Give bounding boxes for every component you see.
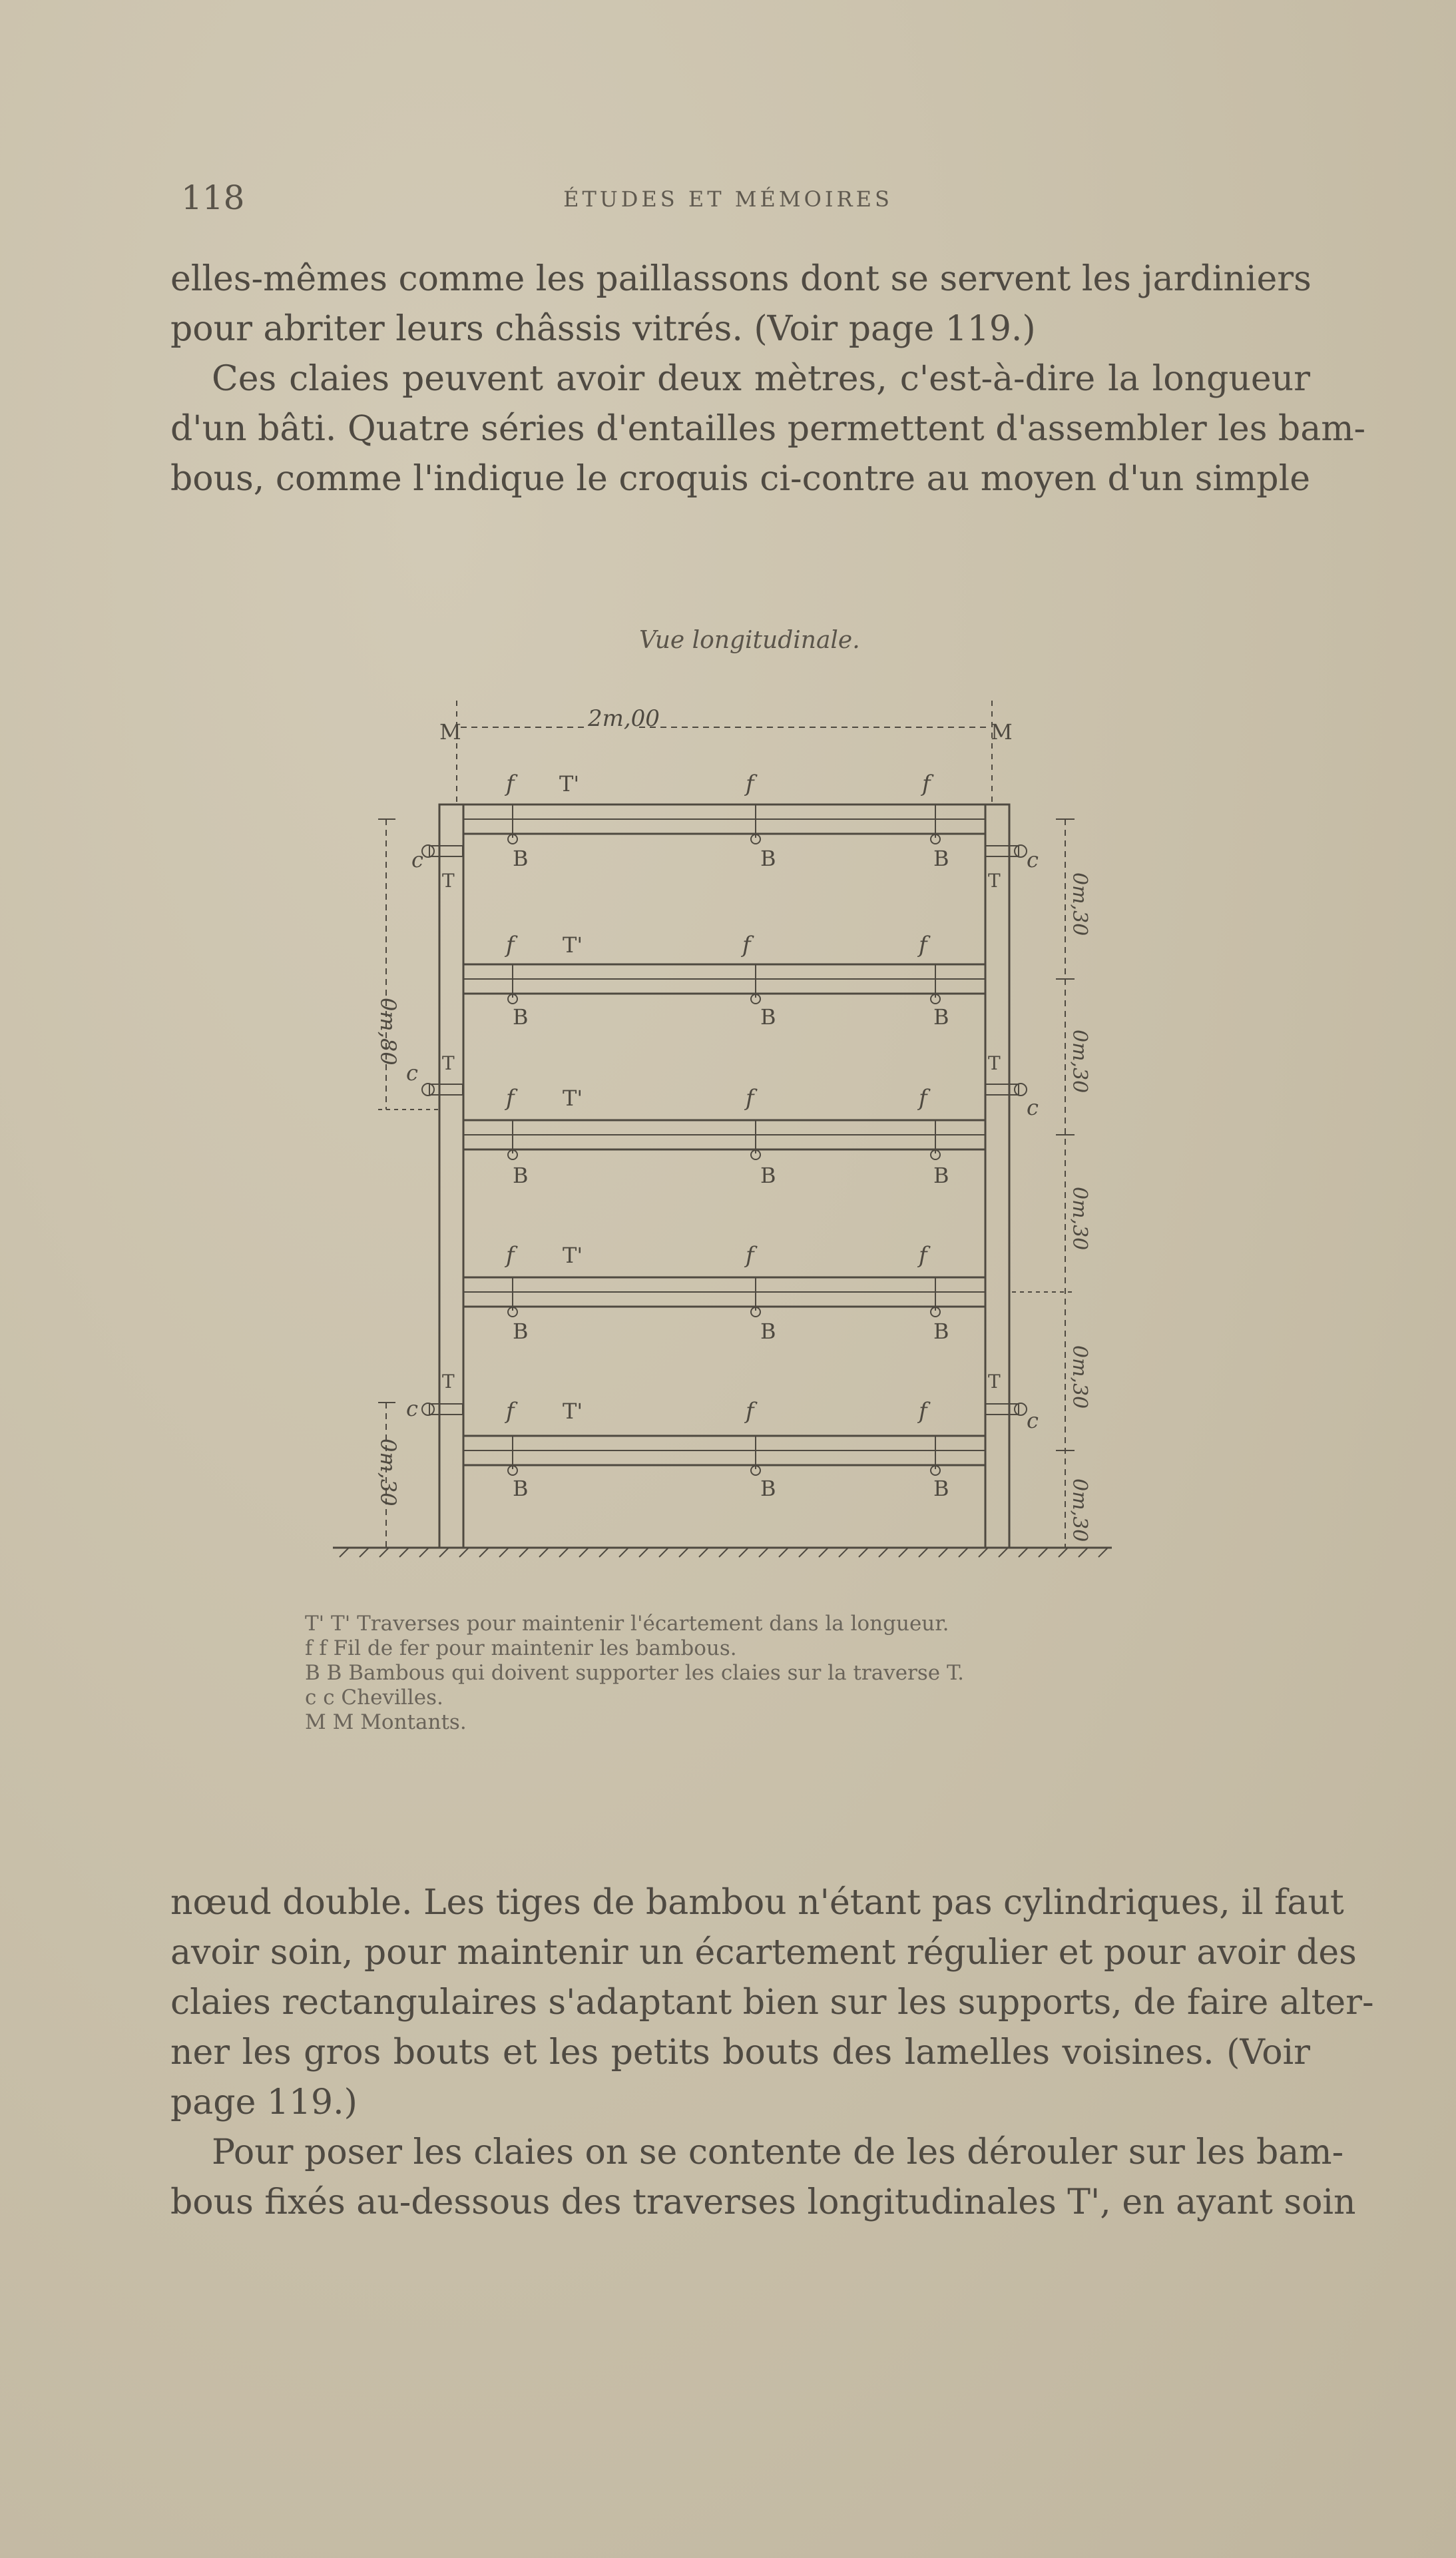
left-height-dimension: 0m,80 bbox=[375, 998, 401, 1066]
wire-label: f bbox=[506, 1085, 515, 1112]
crossbar-label: T' bbox=[563, 932, 583, 958]
running-title: ÉTUDES ET MÉMOIRES bbox=[563, 186, 893, 212]
wire-label: f bbox=[746, 1085, 754, 1112]
peg-label: c bbox=[1027, 1095, 1039, 1120]
right-dimension: 0m,30 bbox=[1068, 1345, 1091, 1409]
post-right bbox=[985, 804, 1009, 1548]
width-dimension: 2m,00 bbox=[588, 705, 660, 732]
bamboo-label: B bbox=[760, 1476, 776, 1501]
legend-item: c c Chevilles. bbox=[305, 1686, 443, 1710]
text-line: claies rectangulaires s'adaptant bien sur les supports, de faire alter- bbox=[170, 1983, 1374, 2023]
text-line: elles-mêmes comme les paillassons dont se servent les jardiniers bbox=[170, 259, 1312, 299]
m-label-right: M bbox=[991, 719, 1013, 745]
wire-label: f bbox=[919, 1398, 927, 1425]
crossbar-label: T' bbox=[563, 1243, 583, 1268]
text-line: bous fixés au-dessous des traverses longitudinales T', en ayant soin bbox=[170, 2182, 1356, 2222]
text-line: page 119.) bbox=[170, 2082, 358, 2122]
crossbar-label: T' bbox=[559, 771, 580, 797]
bamboo-label: B bbox=[513, 1476, 529, 1501]
wire-label: f bbox=[746, 1242, 754, 1269]
legend-item: B B Bambous qui doivent supporter les claies sur la traverse T. bbox=[305, 1661, 964, 1685]
right-dimension: 0m,30 bbox=[1068, 1187, 1091, 1251]
text-line: Pour poser les claies on se contente de les dérouler sur les bam- bbox=[212, 2132, 1344, 2172]
running-header bbox=[0, 178, 1456, 218]
bamboo-label: B bbox=[760, 1163, 776, 1188]
crossbar-t-label: T bbox=[988, 870, 1001, 892]
crossbar-t-label: T bbox=[442, 1371, 455, 1393]
crossbar-t-label: T bbox=[442, 870, 455, 892]
right-dimension: 0m,30 bbox=[1068, 1478, 1091, 1542]
crossbar-label: T' bbox=[563, 1399, 583, 1424]
legend-item: T' T' Traverses pour maintenir l'écartement dans la longueur. bbox=[305, 1612, 949, 1636]
bamboo-label: B bbox=[760, 1319, 776, 1344]
bamboo-label: B bbox=[933, 846, 949, 871]
wire-label: f bbox=[919, 932, 927, 958]
figure-legend bbox=[305, 1612, 964, 1735]
bamboo-label: B bbox=[933, 1476, 949, 1501]
left-base-dimension: 0m,30 bbox=[375, 1439, 401, 1506]
wire-label: f bbox=[506, 1242, 515, 1269]
legend-item: M M Montants. bbox=[305, 1710, 467, 1734]
paragraph-top bbox=[170, 254, 1366, 504]
wire-label: f bbox=[746, 1398, 754, 1425]
bamboo-label: B bbox=[513, 1163, 529, 1188]
text-line: ner les gros bouts et les petits bouts des lamelles voisines. (Voir bbox=[170, 2033, 1310, 2073]
page-number: 118 bbox=[181, 178, 245, 217]
text-line: bous, comme l'indique le croquis ci-contre au moyen d'un simple bbox=[170, 459, 1310, 499]
text-line: nœud double. Les tiges de bambou n'étant pas cylindriques, il faut bbox=[170, 1883, 1344, 1923]
m-label-left: M bbox=[439, 719, 461, 745]
wire-label: f bbox=[922, 771, 931, 797]
bamboo-label: B bbox=[513, 1319, 529, 1344]
wire-label: f bbox=[919, 1242, 927, 1269]
text-line: pour abriter leurs châssis vitrés. (Voir page 119.) bbox=[170, 309, 1036, 349]
bamboo-label: B bbox=[933, 1163, 949, 1188]
peg-label: c bbox=[1027, 847, 1039, 872]
bamboo-label: B bbox=[760, 846, 776, 871]
bamboo-label: B bbox=[513, 846, 529, 871]
legend-item: f f Fil de fer pour maintenir les bambous. bbox=[305, 1636, 737, 1660]
post-left bbox=[439, 804, 463, 1548]
wire-label: f bbox=[506, 932, 515, 958]
wire-label: f bbox=[919, 1085, 927, 1112]
wire-label: f bbox=[746, 771, 754, 797]
right-dimension: 0m,30 bbox=[1068, 872, 1091, 936]
peg-label: c bbox=[1027, 1408, 1039, 1433]
bamboo-label: B bbox=[933, 1319, 949, 1344]
wire-label: f bbox=[506, 1398, 515, 1425]
crossbar-t-label: T bbox=[988, 1371, 1001, 1393]
peg-label: c bbox=[406, 1396, 418, 1421]
longitudinal-view-figure bbox=[320, 619, 1145, 1565]
peg-label: c bbox=[411, 847, 423, 872]
bamboo-label: B bbox=[513, 1004, 529, 1030]
crossbar-t-label: T bbox=[988, 1052, 1001, 1074]
figure-title: Vue longitudinale. bbox=[639, 627, 860, 654]
text-line: Ces claies peuvent avoir deux mètres, c'est-à-dire la longueur bbox=[212, 359, 1310, 399]
wire-label: f bbox=[506, 771, 515, 797]
bamboo-label: B bbox=[933, 1004, 949, 1030]
crossbar-t-label: T bbox=[442, 1052, 455, 1074]
crossbar-label: T' bbox=[563, 1086, 583, 1111]
bamboo-label: B bbox=[760, 1004, 776, 1030]
text-line: d'un bâti. Quatre séries d'entailles permettent d'assembler les bam- bbox=[170, 409, 1366, 449]
right-dimension: 0m,30 bbox=[1068, 1030, 1091, 1094]
paragraph-bottom bbox=[170, 1878, 1374, 2228]
text-line: avoir soin, pour maintenir un écartement régulier et pour avoir des bbox=[170, 1933, 1357, 1973]
peg-label: c bbox=[406, 1060, 418, 1086]
wire-label: f bbox=[742, 932, 751, 958]
